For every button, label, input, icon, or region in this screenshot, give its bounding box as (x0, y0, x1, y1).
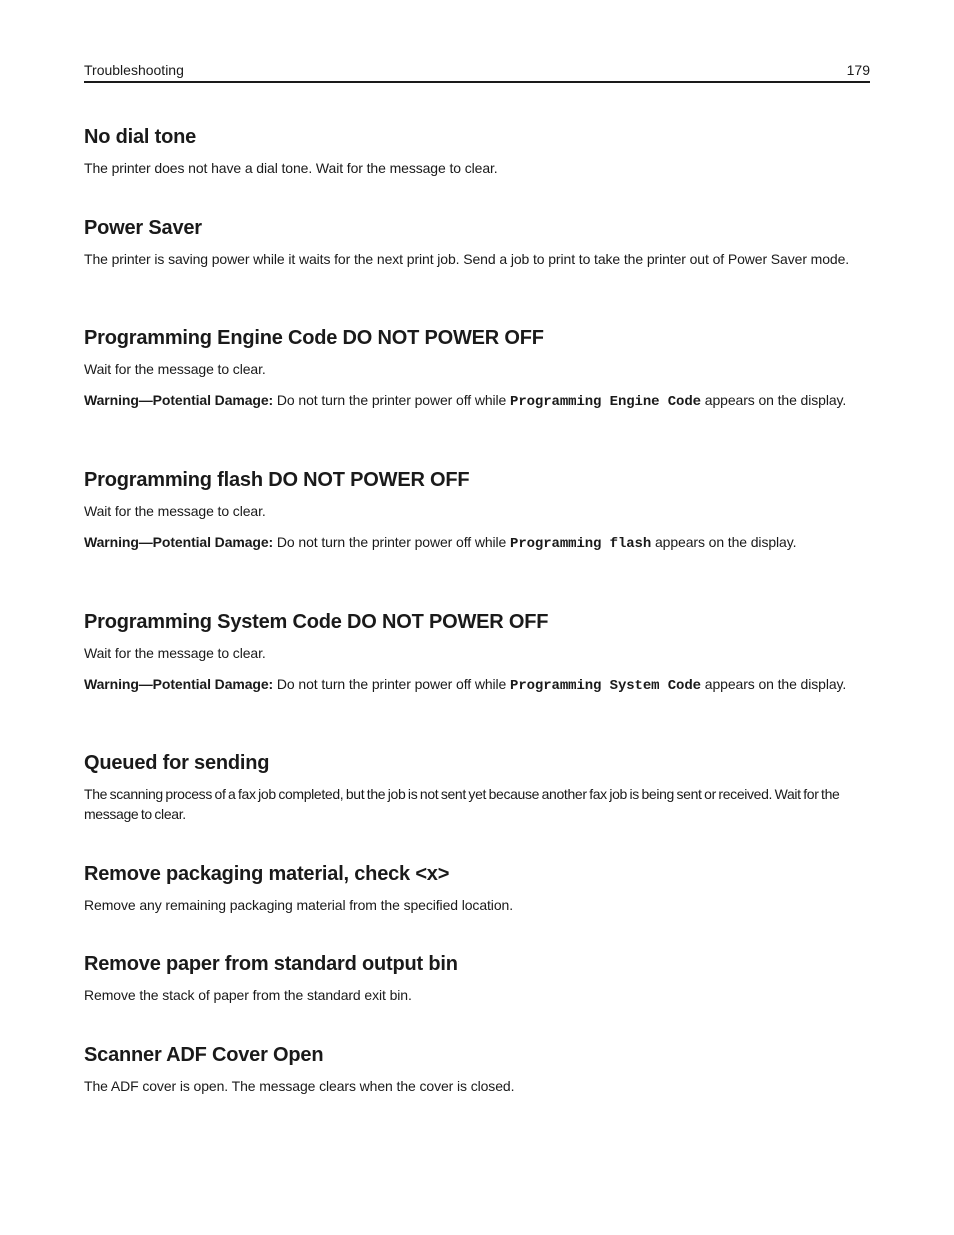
section-heading: Queued for sending (84, 752, 270, 774)
section-programming-system-code (84, 610, 870, 696)
section-heading: No dial tone (84, 126, 197, 148)
section-programming-flash (84, 468, 870, 554)
section-heading: Programming Engine Code DO NOT POWER OFF (84, 327, 544, 349)
header-title: Troubleshooting (84, 62, 184, 78)
warning-note (84, 532, 870, 554)
page-number: 179 (846, 62, 870, 78)
section-heading: Programming System Code DO NOT POWER OFF (84, 611, 549, 633)
section-remove-paper-output-bin (84, 952, 870, 1005)
section-power-saver (84, 216, 870, 269)
section-paragraph: Wait for the message to clear. (84, 645, 266, 661)
section-no-dial-tone (84, 125, 870, 178)
warning-text-end: appears on the display. (654, 534, 797, 550)
warning-text: Do not turn the printer power off while (276, 392, 507, 408)
display-message-code: Programming Engine Code (510, 394, 701, 410)
section-paragraph: Wait for the message to clear. (84, 361, 266, 377)
section-paragraph: Remove any remaining packaging material from the specified location. (84, 897, 513, 913)
section-scanner-adf-cover-open (84, 1043, 870, 1096)
warning-text: Do not turn the printer power off while (276, 676, 507, 692)
section-remove-packaging-material (84, 862, 870, 915)
section-heading: Programming flash DO NOT POWER OFF (84, 469, 470, 491)
warning-text: Do not turn the printer power off while (276, 534, 507, 550)
section-heading: Scanner ADF Cover Open (84, 1044, 324, 1066)
section-heading: Power Saver (84, 217, 202, 239)
warning-label: Warning—Potential Damage: (84, 534, 274, 550)
warning-text-end: appears on the display. (704, 392, 847, 408)
running-header (84, 60, 870, 83)
warning-note (84, 674, 870, 696)
section-queued-for-sending (84, 751, 870, 824)
section-heading: Remove packaging material, check <x> (84, 863, 450, 885)
section-paragraph: The printer does not have a dial tone. Wait for the message to clear. (84, 160, 498, 176)
section-paragraph: Wait for the message to clear. (84, 503, 266, 519)
section-paragraph: Remove the stack of paper from the standard exit bin. (84, 987, 412, 1003)
warning-text-end: appears on the display. (704, 676, 847, 692)
warning-label: Warning—Potential Damage: (84, 392, 274, 408)
warning-note (84, 390, 870, 412)
section-paragraph: The ADF cover is open. The message clears when the cover is closed. (84, 1078, 515, 1094)
section-heading: Remove paper from standard output bin (84, 953, 458, 975)
section-paragraph: The scanning process of a fax job completed, but the job is not sent yet because another fax job is being sent or received. Wait for the message to clear. (84, 786, 840, 822)
section-paragraph: The printer is saving power while it waits for the next print job. Send a job to print to take the printer out of Power Saver mode. (84, 251, 850, 267)
warning-label: Warning—Potential Damage: (84, 676, 274, 692)
display-message-code: Programming flash (510, 536, 652, 552)
section-programming-engine-code (84, 326, 870, 412)
display-message-code: Programming System Code (510, 678, 701, 694)
